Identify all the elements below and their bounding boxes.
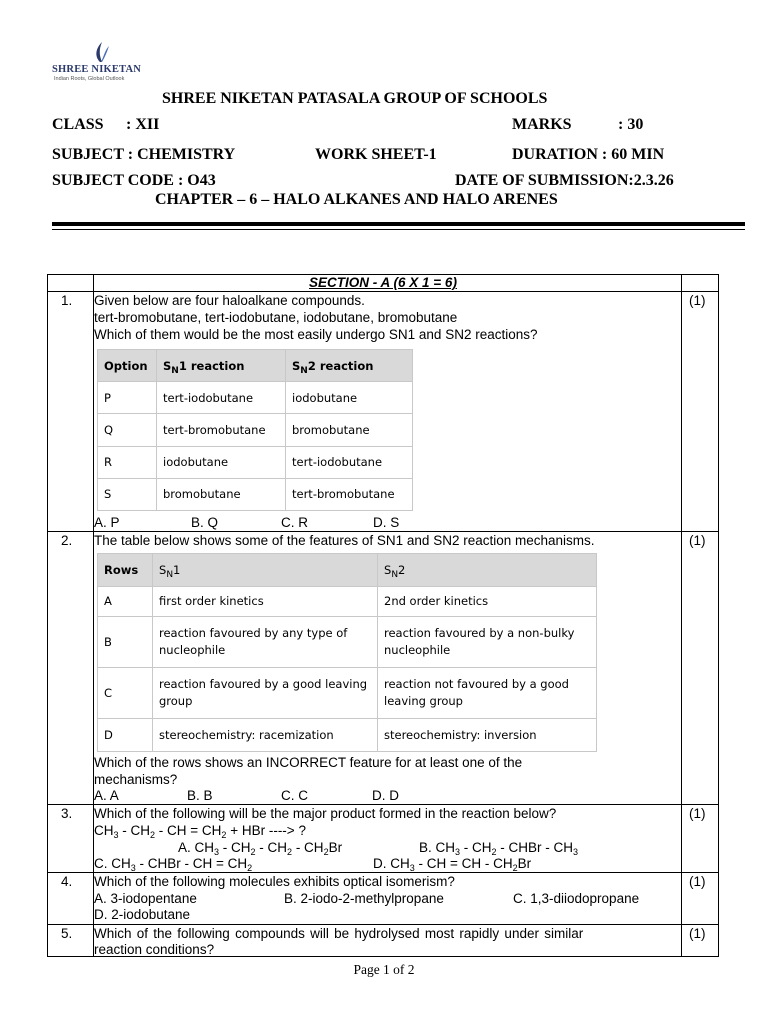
table-cell: S bbox=[98, 478, 157, 510]
subject: SUBJECT : CHEMISTRY bbox=[52, 146, 236, 163]
row-divider bbox=[48, 872, 718, 873]
table-row bbox=[98, 414, 413, 446]
option-c: C. R bbox=[281, 515, 308, 530]
table-row bbox=[98, 617, 597, 668]
reaction-equation: $CH_3 - CH_2$ - CH = $CH_2$ + HBr ----> ? bbox=[94, 823, 306, 840]
table-cell: iodobutane bbox=[286, 382, 413, 414]
table-row bbox=[98, 446, 413, 478]
table-cell: iodobutane bbox=[157, 446, 286, 478]
option-d: D. S bbox=[373, 515, 400, 530]
table-cell: reaction favoured by a non-bulky nucleophile bbox=[378, 617, 597, 668]
question-number: 4. bbox=[61, 874, 73, 889]
table-cell: P bbox=[98, 382, 157, 414]
table-header-cell: $S_N2$ reaction bbox=[286, 350, 413, 382]
marks-value: : 30 bbox=[618, 116, 644, 133]
school-name: SHREE NIKETAN PATASALA GROUP OF SCHOOLS bbox=[162, 90, 548, 107]
option-a: A. P bbox=[94, 515, 120, 530]
leaf-icon bbox=[90, 40, 110, 64]
question-text: Which of the following will be the major product formed in the reaction below? bbox=[94, 806, 557, 821]
question-text: Which of the following molecules exhibits optical isomerism? bbox=[94, 874, 455, 889]
table-cell: stereochemistry: racemization bbox=[153, 719, 378, 752]
option-a: A. A bbox=[94, 788, 119, 803]
question-number: 1. bbox=[61, 293, 73, 308]
table-cell: 2nd order kinetics bbox=[378, 587, 597, 617]
duration: DURATION : 60 MIN bbox=[512, 146, 665, 163]
sn-mechanism-features-table bbox=[97, 553, 597, 752]
worksheet-title: WORK SHEET-1 bbox=[315, 146, 437, 163]
option-d: D. D bbox=[372, 788, 399, 803]
school-logo bbox=[52, 40, 162, 86]
option-a: A. $CH_3 - CH_2 - CH_2 - CH_2Br$ bbox=[178, 840, 343, 857]
logo-name: SHREE NIKETAN bbox=[52, 64, 142, 75]
header-divider-thin bbox=[52, 229, 745, 230]
option-b: B. B bbox=[187, 788, 213, 803]
table-cell: reaction not favoured by a good leaving group bbox=[378, 668, 597, 719]
table-cell: bromobutane bbox=[286, 414, 413, 446]
question-text: Which of the following compounds will be hydrolysed most rapidly under similar bbox=[94, 926, 584, 941]
table-header-cell: $S_N2$ bbox=[378, 554, 597, 587]
row-divider bbox=[48, 531, 718, 532]
class-label: CLASS bbox=[52, 116, 104, 133]
question-number: 3. bbox=[61, 806, 73, 821]
table-cell: A bbox=[98, 587, 153, 617]
question-marks: (1) bbox=[689, 533, 706, 548]
table-row bbox=[98, 668, 597, 719]
question-text: tert-bromobutane, tert-iodobutane, iodobutane, bromobutane bbox=[94, 310, 458, 325]
table-cell: R bbox=[98, 446, 157, 478]
date-of-submission: DATE OF SUBMISSION:2.3.26 bbox=[455, 172, 674, 189]
table-header-cell: $S_N1$ bbox=[153, 554, 378, 587]
option-a: A. 3-iodopentane bbox=[94, 891, 197, 906]
question-number: 5. bbox=[61, 926, 73, 941]
table-row bbox=[98, 382, 413, 414]
option-b: B. Q bbox=[191, 515, 219, 530]
table-cell: reaction favoured by a good leaving group bbox=[153, 668, 378, 719]
question-marks: (1) bbox=[689, 926, 706, 941]
header-divider-thick bbox=[52, 222, 745, 226]
row-divider bbox=[48, 291, 718, 292]
table-header-cell: Rows bbox=[98, 554, 153, 587]
option-c: C. 1,3-diiodopropane bbox=[513, 891, 640, 906]
table-cell: first order kinetics bbox=[153, 587, 378, 617]
table-row bbox=[98, 478, 413, 510]
option-b: B. 2-iodo-2-methylpropane bbox=[284, 891, 444, 906]
question-number: 2. bbox=[61, 533, 73, 548]
question-text: Which of them would be the most easily undergo SN1 and SN2 reactions? bbox=[94, 327, 538, 342]
section-a-heading: SECTION - A (6 X 1 = 6) bbox=[309, 275, 457, 290]
table-cell: Q bbox=[98, 414, 157, 446]
table-cell: tert-iodobutane bbox=[157, 382, 286, 414]
logo-tagline: Indian Roots, Global Outlook bbox=[54, 76, 125, 82]
chapter-title: CHAPTER – 6 – HALO ALKANES AND HALO ARENES bbox=[155, 191, 558, 208]
question-text: The table below shows some of the features of SN1 and SN2 reaction mechanisms. bbox=[94, 533, 595, 548]
option-c: C. $CH_3$ - CHBr - CH = $CH_2$ bbox=[94, 856, 253, 873]
option-b: B. $CH_3 - CH_2$ - CHBr - $CH_3$ bbox=[419, 840, 579, 857]
table-row bbox=[98, 719, 597, 752]
question-table bbox=[47, 274, 719, 957]
question-marks: (1) bbox=[689, 293, 706, 308]
table-row bbox=[98, 587, 597, 617]
sn-reaction-options-table bbox=[97, 349, 413, 511]
question-text: mechanisms? bbox=[94, 772, 178, 787]
table-header-cell: $S_N1$ reaction bbox=[157, 350, 286, 382]
table-cell: C bbox=[98, 668, 153, 719]
table-header-cell: Option bbox=[98, 350, 157, 382]
table-cell: tert-bromobutane bbox=[157, 414, 286, 446]
row-divider bbox=[48, 804, 718, 805]
question-text: reaction conditions? bbox=[94, 942, 215, 957]
table-cell: stereochemistry: inversion bbox=[378, 719, 597, 752]
question-marks: (1) bbox=[689, 874, 706, 889]
question-text: Which of the rows shows an INCORRECT feature for at least one of the bbox=[94, 755, 523, 770]
table-cell: B bbox=[98, 617, 153, 668]
table-cell: bromobutane bbox=[157, 478, 286, 510]
option-c: C. C bbox=[281, 788, 308, 803]
row-divider bbox=[48, 924, 718, 925]
marks-label: MARKS bbox=[512, 116, 572, 133]
question-text: Given below are four haloalkane compounds. bbox=[94, 293, 365, 308]
table-cell: tert-bromobutane bbox=[286, 478, 413, 510]
page-number: Page 1 of 2 bbox=[353, 962, 415, 977]
table-cell: reaction favoured by any type of nucleophile bbox=[153, 617, 378, 668]
table-cell: tert-iodobutane bbox=[286, 446, 413, 478]
question-marks: (1) bbox=[689, 806, 706, 821]
class-value: : XII bbox=[126, 116, 160, 133]
subject-code: SUBJECT CODE : O43 bbox=[52, 172, 216, 189]
table-cell: D bbox=[98, 719, 153, 752]
column-divider bbox=[93, 275, 94, 956]
option-d: D. $CH_3$ - CH = CH - $CH_2Br$ bbox=[373, 856, 532, 873]
option-d: D. 2-iodobutane bbox=[94, 907, 191, 922]
column-divider bbox=[681, 275, 682, 956]
